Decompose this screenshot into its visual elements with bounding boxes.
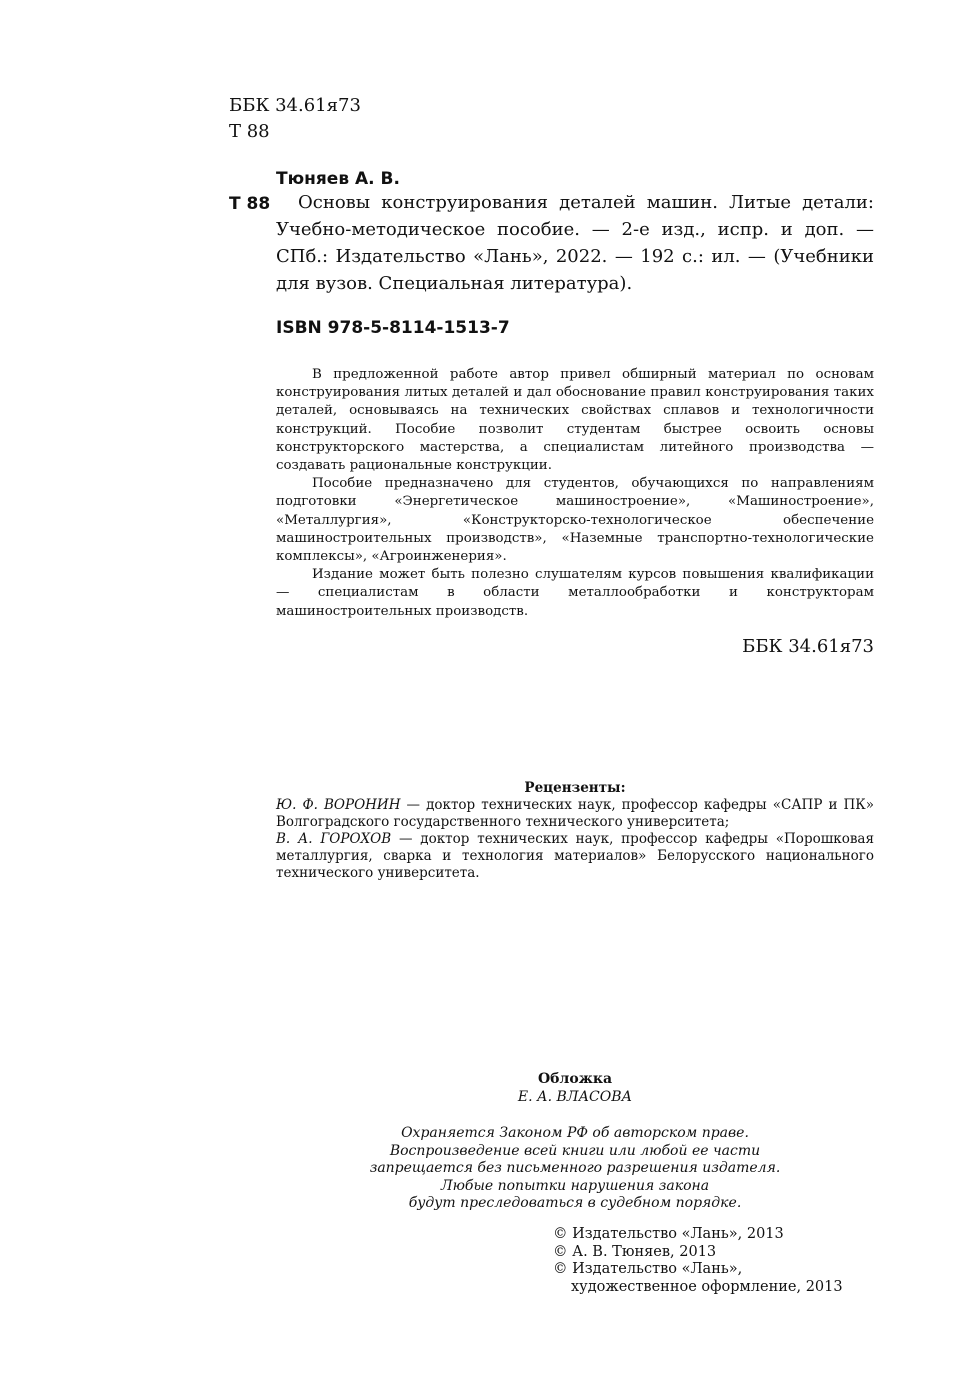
abstract-paragraph: Издание может быть полезно слушателям курсов повышения квалификации — специалистам в области металлообработки и конструкторам машиностроительных производств. xyxy=(276,567,874,619)
copyright-line: художественное оформление, 2013 xyxy=(571,1278,843,1295)
rights-line: Любые попытки нарушения закона xyxy=(440,1177,710,1194)
rights-line: Охраняется Законом РФ об авторском праве. xyxy=(401,1125,749,1141)
bbk-classification-bottom: ББК 34.61я73 xyxy=(742,636,874,657)
isbn: ISBN 978-5-8114-1513-7 xyxy=(276,318,510,338)
reviewer-entry xyxy=(276,797,874,831)
copyright-line: © Издательство «Лань», 2013 xyxy=(553,1226,784,1242)
copyright-line: © А. В. Тюняев, 2013 xyxy=(553,1243,717,1260)
rights-line: будут преследоваться в судебном порядке. xyxy=(408,1195,742,1212)
rights-notice xyxy=(276,1125,874,1213)
rights-line: Воспроизведение всей книги или любой ее части xyxy=(389,1142,761,1159)
bibliographic-description: Основы конструирования деталей машин. Литые детали: Учебно-методическое пособие. — 2-е изд., испр. и доп. — СПб.: Издательство «Лань», 2022. — 192 с.: ил. — (Учебники для вузов. Специальная литература). xyxy=(276,192,874,294)
author-sign: Т 88 xyxy=(229,194,271,214)
copyright-block xyxy=(553,1226,843,1296)
abstract xyxy=(276,366,874,621)
reviewer-details: — доктор технических наук, профессор кафедры «САПР и ПК» Волгоградского государственного технического университета; xyxy=(276,797,874,830)
bbk-classification-top xyxy=(229,93,361,145)
bbk-code: ББК 34.61я73 xyxy=(229,95,361,116)
reviewer-name: Ю. Ф. ВОРОНИН xyxy=(276,797,401,813)
abstract-paragraph: В предложенной работе автор привел обширный материал по основам конструирования литых деталей и дал обоснование правил конструирования таких деталей, основываясь на технических свойствах сплавов и технологичности конструкций. Пособие позволит студентам быстрее освоить основы конструкторского мастерства, а специалистам литейного производства — создавать рациональные конструкции. xyxy=(276,367,874,474)
reviewers-list xyxy=(276,797,874,882)
author-sign-top: Т 88 xyxy=(229,121,270,142)
copyright-line: © Издательство «Лань», xyxy=(553,1261,743,1277)
reviewer-name: В. А. ГОРОХОВ xyxy=(276,831,392,847)
abstract-paragraph: Пособие предназначено для студентов, обучающихся по направлениям подготовки «Энергетическое машиностроение», «Машиностроение», «Металлургия», «Конструкторско-технологическое обеспечение машиностроительных производств», «Наземные транспортно-технологические комплексы», «Агроинженерия». xyxy=(276,476,874,565)
cover-label: Обложка xyxy=(537,1071,613,1087)
rights-line: запрещается без письменного разрешения издателя. xyxy=(369,1160,781,1177)
reviewer-details: — доктор технических наук, профессор кафедры «Порошковая металлургия, сварка и технология материалов» Белорусского национального технического университета. xyxy=(276,831,874,881)
reviewer-entry xyxy=(276,831,874,882)
cover-designer: Е. А. ВЛАСОВА xyxy=(517,1089,633,1105)
cover-credit xyxy=(276,1070,874,1106)
reviewers-title: Рецензенты: xyxy=(524,780,626,796)
author-name: Тюняев А. В. xyxy=(276,169,400,189)
